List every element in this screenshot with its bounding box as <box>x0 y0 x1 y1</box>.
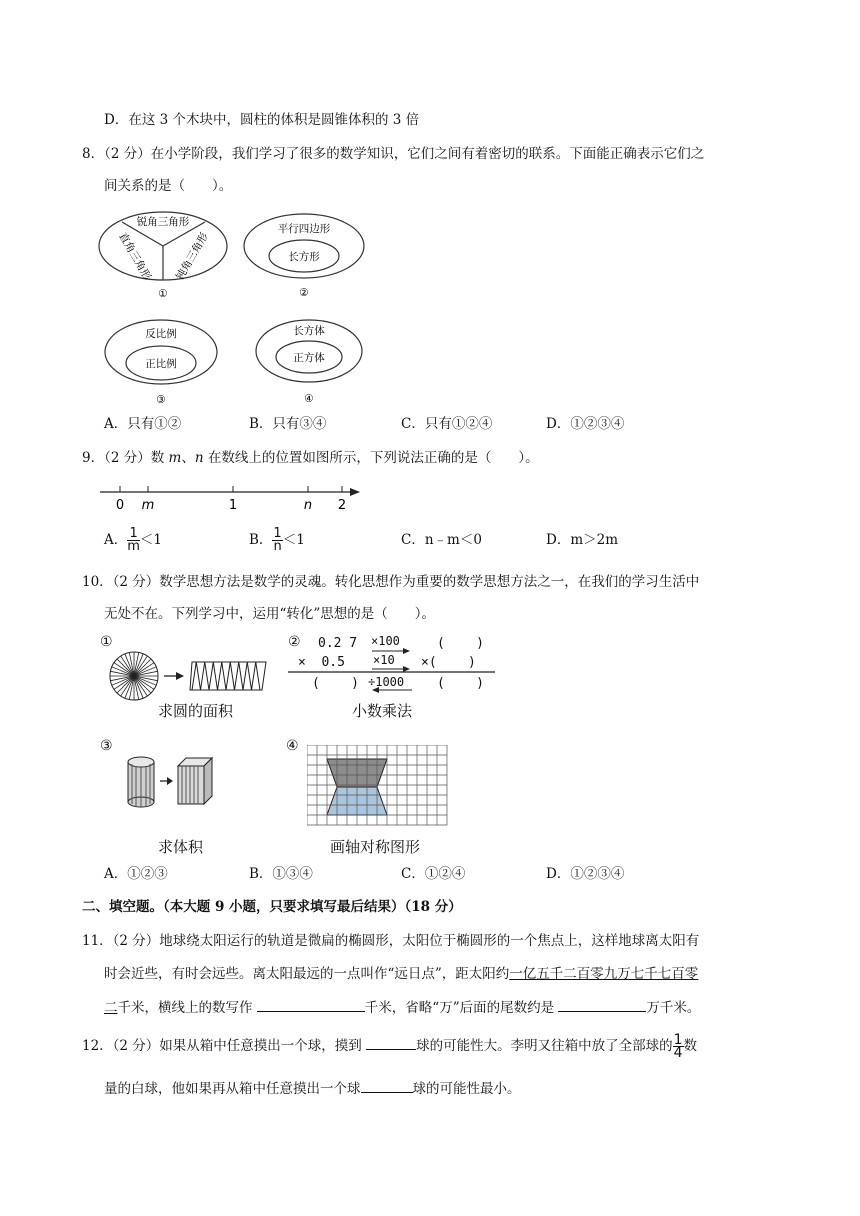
q11-blank-1[interactable] <box>257 997 365 1012</box>
fig2-res3: ( ) <box>437 676 484 691</box>
diagram2-outer-label: 平行四边形 <box>277 223 331 235</box>
fig2-row3: ( ) <box>312 676 359 691</box>
arrow-right-icon <box>176 672 184 680</box>
q9-number-line <box>96 480 366 514</box>
diagram1-left-label: 直角三角形 <box>116 230 153 283</box>
fig2-op1: ×100 <box>371 634 400 648</box>
q10-stem-line2: 无处不在。下列学习中，运用“转化”思想的是（ ）。 <box>104 606 436 622</box>
diagram4-number: ④ <box>304 393 314 405</box>
fig2-caption: 小数乘法 <box>352 702 413 720</box>
fig3-cylinder-transform <box>122 752 218 810</box>
arrow-right-icon <box>167 777 173 785</box>
fig2-op3: ÷1000 <box>368 675 405 689</box>
q8-diagram-1 <box>96 205 236 300</box>
fig2-res2: ×( ) <box>421 655 476 670</box>
tick-label-m: m <box>141 498 155 513</box>
q9-option-b[interactable]: B． $\frac{1}{n}$ ＜1 <box>249 526 305 554</box>
tick-label-1: 1 <box>228 498 238 513</box>
diagram1-right-label: 钝角三角形 <box>174 230 211 283</box>
diagram3-outer-label: 反比例 <box>145 328 177 340</box>
diagram2-number: ② <box>299 287 309 299</box>
fig3-number: ③ <box>100 738 113 754</box>
diagram3-inner-label: 正比例 <box>145 358 177 370</box>
section2-title: 二、填空题。（本大题 9 小题，只要求填写最后结果）（18 分） <box>82 899 462 915</box>
diagram3-number: ③ <box>156 394 166 406</box>
fig4-number: ④ <box>286 738 299 754</box>
q11-line2: 时会近些，有时会远些。离太阳最远的一点叫作“远日点”，距太阳约一亿五千二百零九万七千七百零 <box>104 966 699 982</box>
q10-option-d[interactable]: D．①②③④ <box>546 866 625 882</box>
q11-line1: 11．（2 分）地球绕太阳运行的轨道是微扁的椭圆形，太阳位于椭圆形的一个焦点上，这样地球离太阳有 <box>82 933 700 949</box>
diagram2-inner-label: 长方形 <box>288 251 320 263</box>
q8-option-c[interactable]: C．只有①②④ <box>401 416 493 432</box>
q11-blank-2[interactable] <box>558 997 646 1012</box>
tick-label-2: 2 <box>337 498 347 513</box>
q12-blank-2[interactable] <box>361 1078 413 1093</box>
fig4-caption: 画轴对称图形 <box>330 838 421 856</box>
q10-option-a[interactable]: A．①②③ <box>104 866 168 882</box>
q10-option-b[interactable]: B．①③④ <box>249 866 313 882</box>
q9-option-d[interactable]: D．m＞2m <box>546 532 619 548</box>
q9-stem: 9．（2 分）数 m、n 在数线上的位置如图所示，下列说法正确的是（ ）。 <box>82 450 539 466</box>
q10-stem-line1: 10．（2 分）数学思想方法是数学的灵魂。转化思想作为重要的数学思想方法之一，在我们的学习生活中 <box>82 574 700 590</box>
fig1-caption: 求圆的面积 <box>158 702 234 720</box>
q8-option-a[interactable]: A．只有①② <box>104 416 182 432</box>
fig2-op2: ×10 <box>373 653 395 667</box>
circle-sectors-icon <box>110 652 158 700</box>
q12-line1: 12．（2 分）如果从箱中任意摸出一个球，摸到 球的可能性大。李明又往箱中放了全部球的 $\frac{1}{4}$ 数 <box>82 1032 698 1061</box>
q8-option-b[interactable]: B．只有③④ <box>249 416 327 432</box>
fig3-caption: 求体积 <box>158 838 204 856</box>
diagram1-top-label: 锐角三角形 <box>136 216 190 228</box>
q11-line3: 二千米，横线上的数写作 千米，省略“万”后面的尾数约是 万千米。 <box>104 997 700 1018</box>
q9-option-c[interactable]: C．n﹣m＜0 <box>401 532 482 548</box>
fig2-row1: 0.2 7 <box>318 636 358 651</box>
q12-blank-1[interactable] <box>366 1035 416 1050</box>
parallelogram-zigzag-icon <box>190 662 266 690</box>
cuboid-icon <box>178 758 212 804</box>
q8-stem-line2: 间关系的是（ ）。 <box>104 178 233 194</box>
q8-option-d[interactable]: D．①②③④ <box>546 416 625 432</box>
fig2-number: ② <box>288 634 301 650</box>
fig1-circle-transform <box>108 650 278 702</box>
q7-option-d: D．在这 3 个木块中，圆柱的体积是圆锥体积的 3 倍 <box>104 112 420 128</box>
diagram4-inner-label: 正方体 <box>293 352 325 364</box>
q11-underlined-number: 一亿五千二百零九万七千七百零 <box>509 966 699 982</box>
q8-diagram-2 <box>242 210 368 300</box>
fig2-res1: ( ) <box>437 636 484 651</box>
tick-label-0: 0 <box>115 498 125 513</box>
cylinder-icon <box>128 757 154 807</box>
fig2-row2: × 0.5 <box>298 655 345 670</box>
diagram4-outer-label: 长方体 <box>293 325 325 337</box>
tick-label-n: n <box>303 498 313 513</box>
q12-line2: 量的白球，他如果再从箱中任意摸出一个球 球的可能性最小。 <box>104 1078 521 1099</box>
diagram1-number: ① <box>158 288 168 300</box>
q8-diagram-4 <box>253 317 367 407</box>
q10-option-c[interactable]: C．①②④ <box>401 866 466 882</box>
fig4-grid-figure <box>307 745 449 829</box>
fig1-number: ① <box>100 634 113 650</box>
q9-option-a[interactable]: A． $\frac{1}{m}$ ＜1 <box>104 526 163 554</box>
q8-stem-line1: 8．（2 分）在小学阶段，我们学习了很多的数学知识，它们之间有着密切的联系。下面能正确表示它们之 <box>82 146 705 162</box>
number-line-arrow-icon <box>350 488 360 496</box>
q8-diagram-3 <box>103 317 221 407</box>
